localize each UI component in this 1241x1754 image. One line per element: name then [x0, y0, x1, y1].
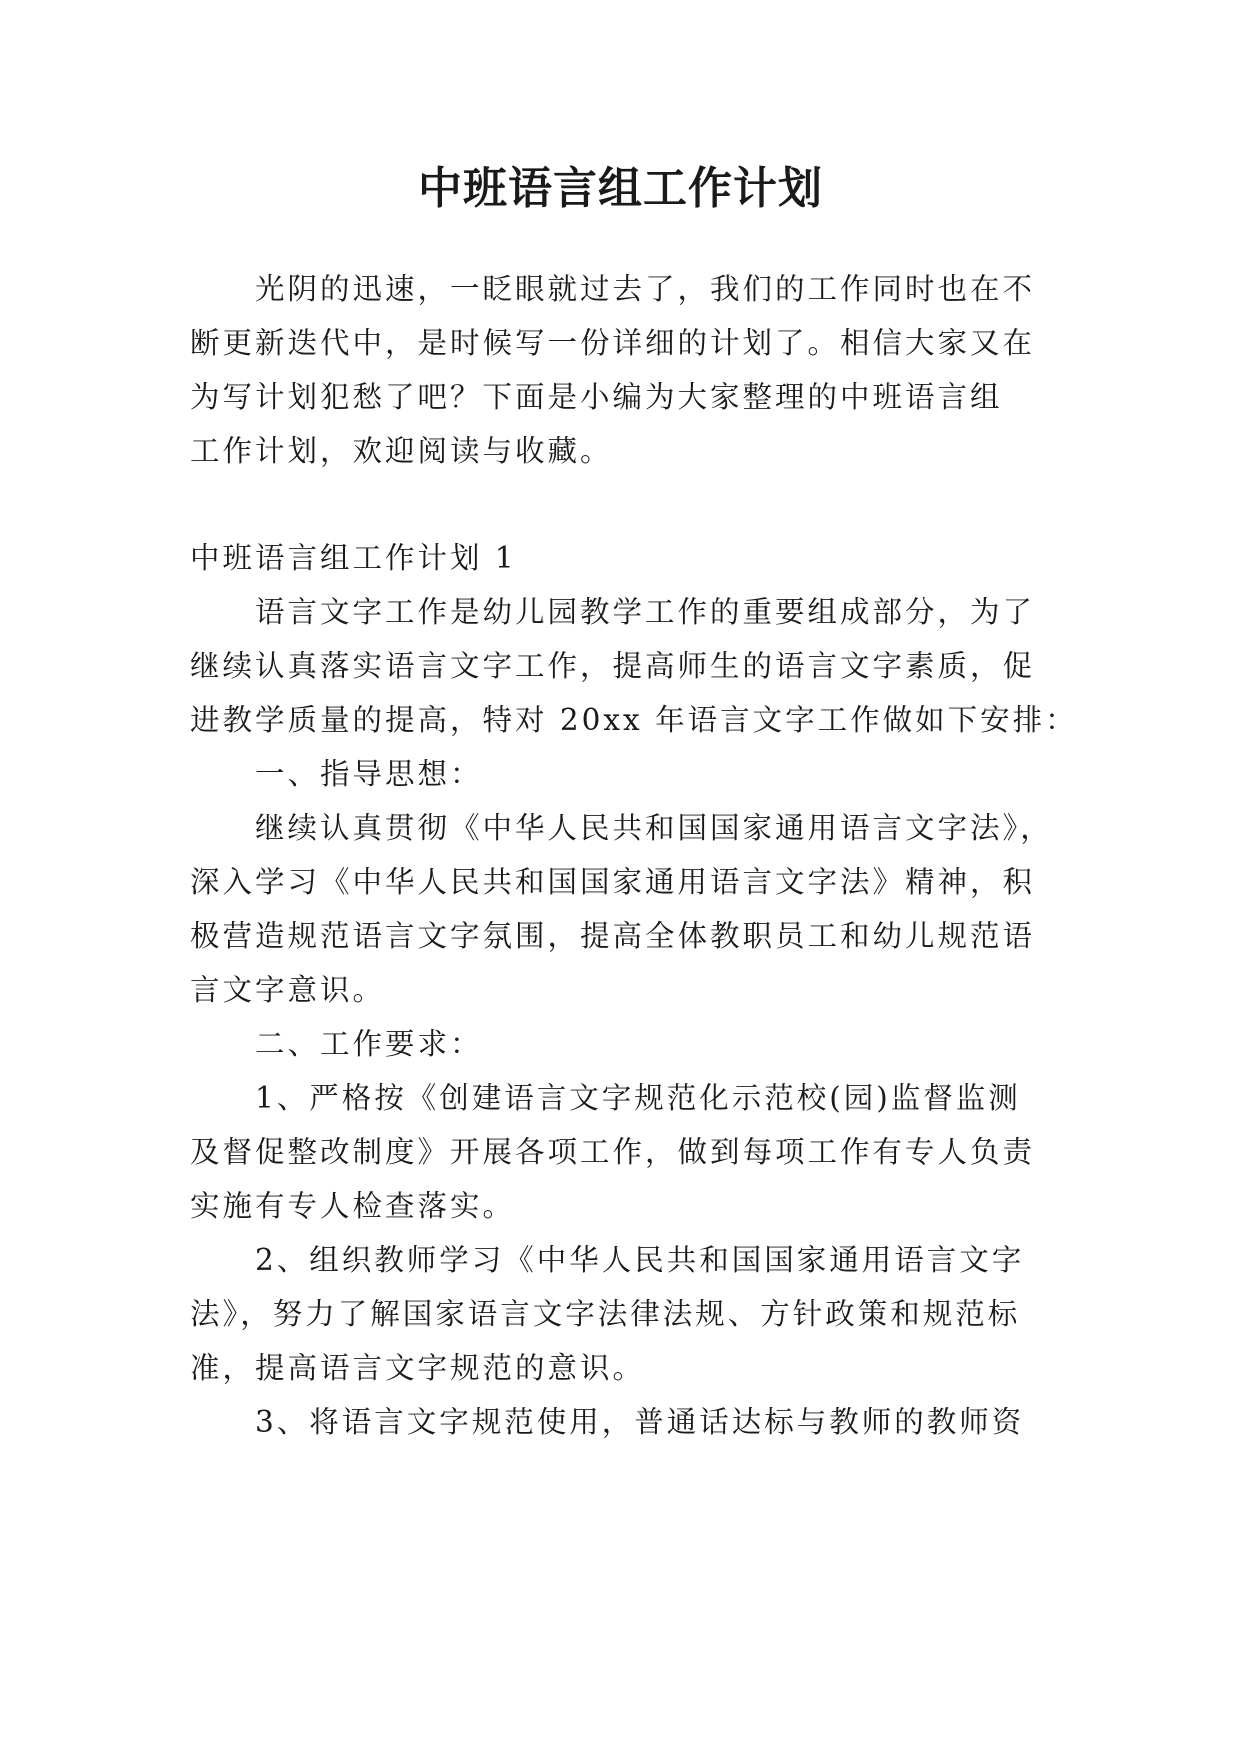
- paragraph-line: 继续认真贯彻《中华人民共和国国家通用语言文字法》，: [255, 811, 1053, 845]
- intro-line-2: 断更新迭代中，是时候写一份详细的计划了。相信大家又在: [190, 326, 1036, 360]
- paragraph-line: 继续认真落实语言文字工作，提高师生的语言文字素质，促: [190, 649, 1036, 683]
- paragraph-line: 极营造规范语言文字氛围，提高全体教职员工和幼儿规范语: [190, 919, 1036, 953]
- subheading-work-requirements: 二、工作要求：: [255, 1027, 483, 1061]
- intro-line-4: 工作计划，欢迎阅读与收藏。: [190, 434, 613, 468]
- paragraph-line: 深入学习《中华人民共和国国家通用语言文字法》精神，积: [190, 865, 1036, 899]
- paragraph-line: 语言文字工作是幼儿园教学工作的重要组成部分，为了: [255, 595, 1036, 629]
- section-heading: 中班语言组工作计划 1: [190, 541, 517, 575]
- list-item-2-line: 2、组织教师学习《中华人民共和国国家通用语言文字: [255, 1243, 1025, 1277]
- paragraph-line: 言文字意识。: [190, 973, 386, 1007]
- list-item-2-line: 准，提高语言文字规范的意识。: [190, 1351, 646, 1385]
- list-item-2-line: 法》，努力了解国家语言文字法律法规、方针政策和规范标: [190, 1297, 1021, 1331]
- intro-line-1: 光阴的迅速，一眨眼就过去了，我们的工作同时也在不: [255, 272, 1036, 306]
- list-item-1-line: 实施有专人检查落实。: [190, 1189, 516, 1223]
- list-item-1-line: 及督促整改制度》开展各项工作，做到每项工作有专人负责: [190, 1135, 1036, 1169]
- list-item-1-line: 1、严格按《创建语言文字规范化示范校(园)监督监测: [255, 1081, 1021, 1115]
- intro-line-3: 为写计划犯愁了吧？下面是小编为大家整理的中班语言组: [190, 380, 1003, 414]
- subheading-guiding-thought: 一、指导思想：: [255, 757, 483, 791]
- paragraph-line: 进教学质量的提高，特对 20xx 年语言文字工作做如下安排：: [190, 703, 1078, 737]
- list-item-3-line: 3、将语言文字规范使用，普通话达标与教师的教师资: [255, 1405, 1025, 1439]
- document-title: 中班语言组工作计划: [418, 163, 823, 214]
